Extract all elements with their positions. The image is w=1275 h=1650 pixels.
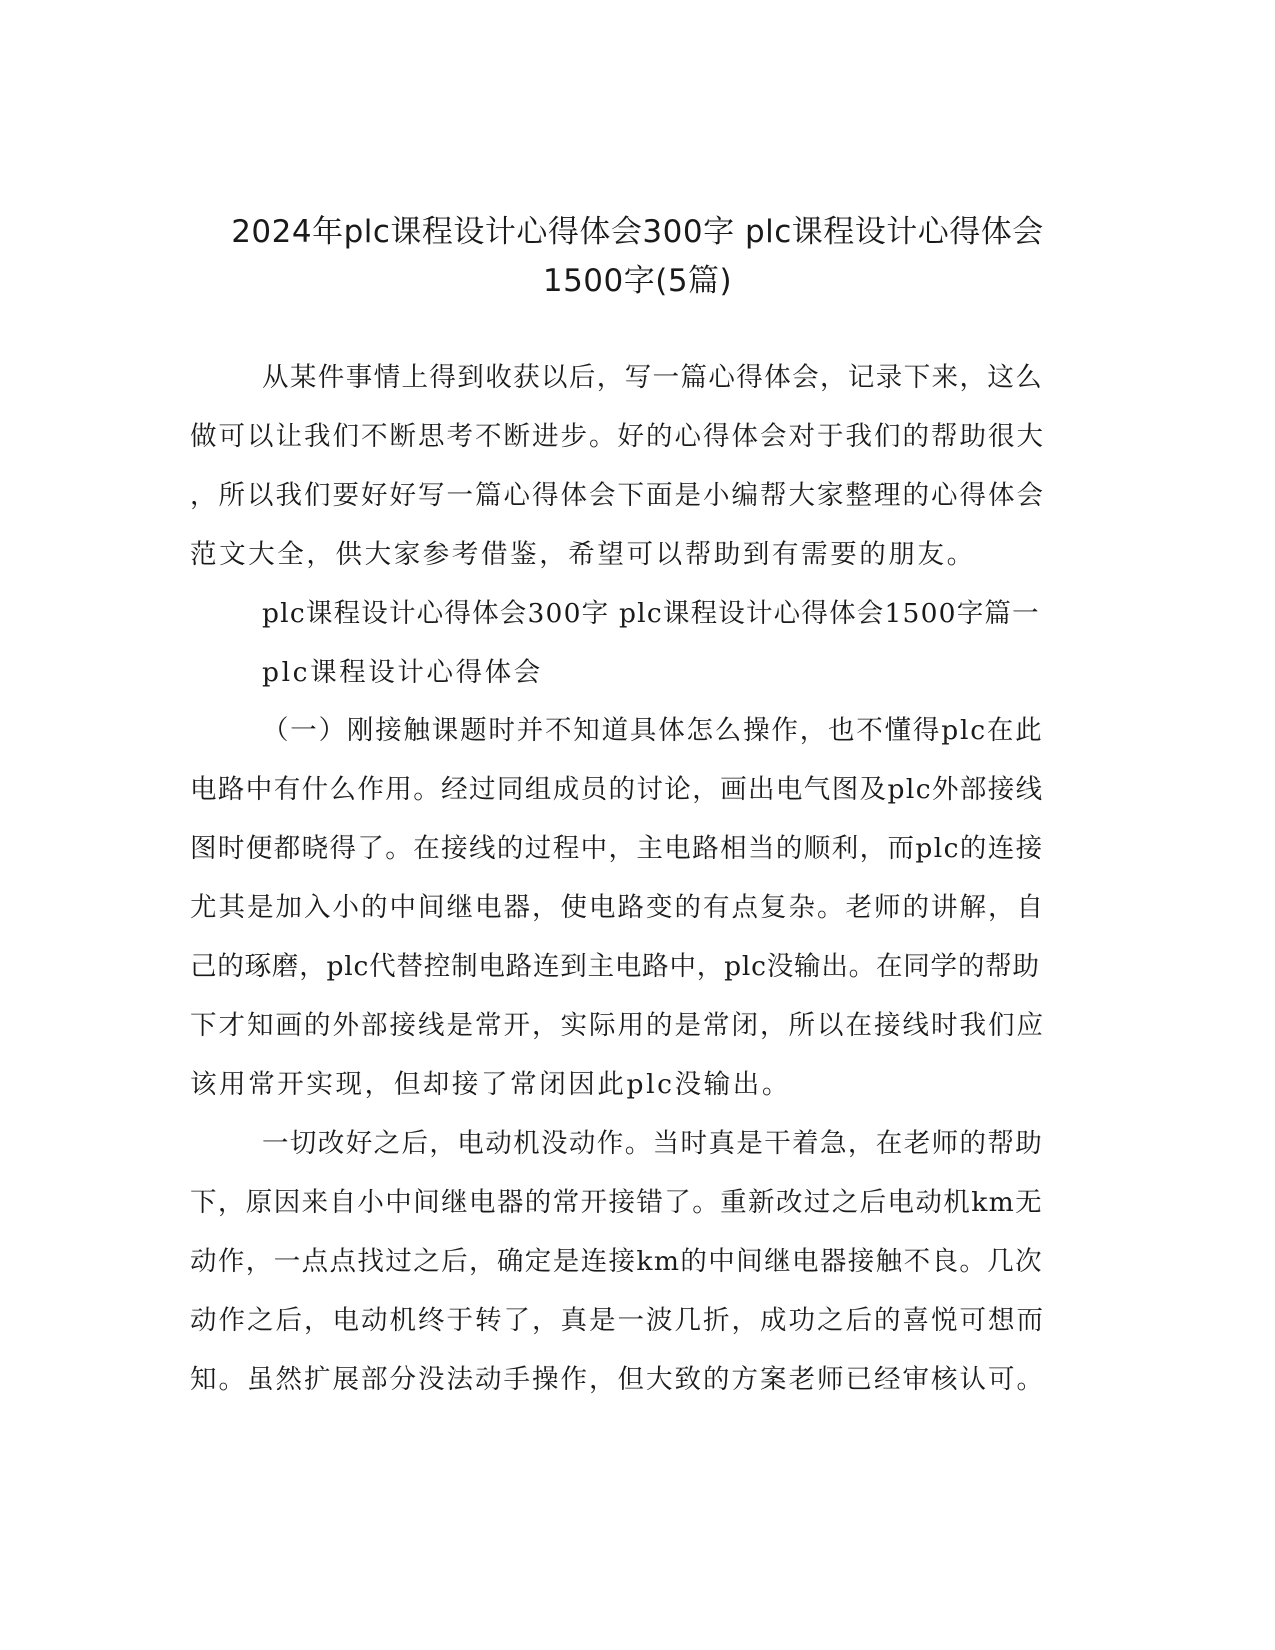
body-line-14: 一切改好之后，电动机没动作。当时真是干着急，在老师的帮助: [262, 1128, 1044, 1159]
body-line-11: 己的琢磨，plc代替控制电路连到主电路中，plc没输出。在同学的帮助: [190, 951, 1040, 982]
body-line-13: 该用常开实现，但却接了常闭因此plc没输出。: [190, 1069, 791, 1100]
body-line-10: 尤其是加入小的中间继电器，使电路变的有点复杂。老师的讲解，自: [190, 892, 1045, 923]
body-line-2: 做可以让我们不断思考不断进步。好的心得体会对于我们的帮助很大: [190, 421, 1045, 452]
title-line-1: 2024年plc课程设计心得体会300字 plc课程设计心得体会: [231, 214, 1044, 250]
body-line-18: 知。虽然扩展部分没法动手操作，但大致的方案老师已经审核认可。: [190, 1364, 1045, 1395]
body-line-16: 动作，一点点找过之后，确定是连接km的中间继电器接触不良。几次: [190, 1246, 1044, 1277]
body-line-3: ，所以我们要好好写一篇心得体会下面是小编帮大家整理的心得体会: [190, 480, 1045, 511]
body-line-7: （一）刚接触课题时并不知道具体怎么操作，也不懂得plc在此: [262, 715, 1044, 746]
document-title: [150, 208, 1125, 306]
body-line-9: 图时便都晓得了。在接线的过程中，主电路相当的顺利，而plc的连接: [190, 833, 1044, 864]
body-line-12: 下才知画的外部接线是常开，实际用的是常闭，所以在接线时我们应: [190, 1010, 1045, 1041]
body-line-17: 动作之后，电动机终于转了，真是一波几折，成功之后的喜悦可想而: [190, 1305, 1045, 1336]
body-line-4: 范文大全，供大家参考借鉴，希望可以帮助到有需要的朋友。: [190, 539, 976, 570]
body-line-1: 从某件事情上得到收获以后，写一篇心得体会，记录下来，这么: [262, 362, 1044, 393]
title-line-2: 1500字(5篇): [542, 263, 733, 299]
body-line-8: 电路中有什么作用。经过同组成员的讨论，画出电气图及plc外部接线: [190, 774, 1044, 805]
section-heading-2: plc课程设计心得体会: [262, 657, 543, 688]
section-heading-1: plc课程设计心得体会300字 plc课程设计心得体会1500字篇一: [262, 598, 1040, 629]
body-line-15: 下，原因来自小中间继电器的常开接错了。重新改过之后电动机km无: [190, 1187, 1044, 1218]
